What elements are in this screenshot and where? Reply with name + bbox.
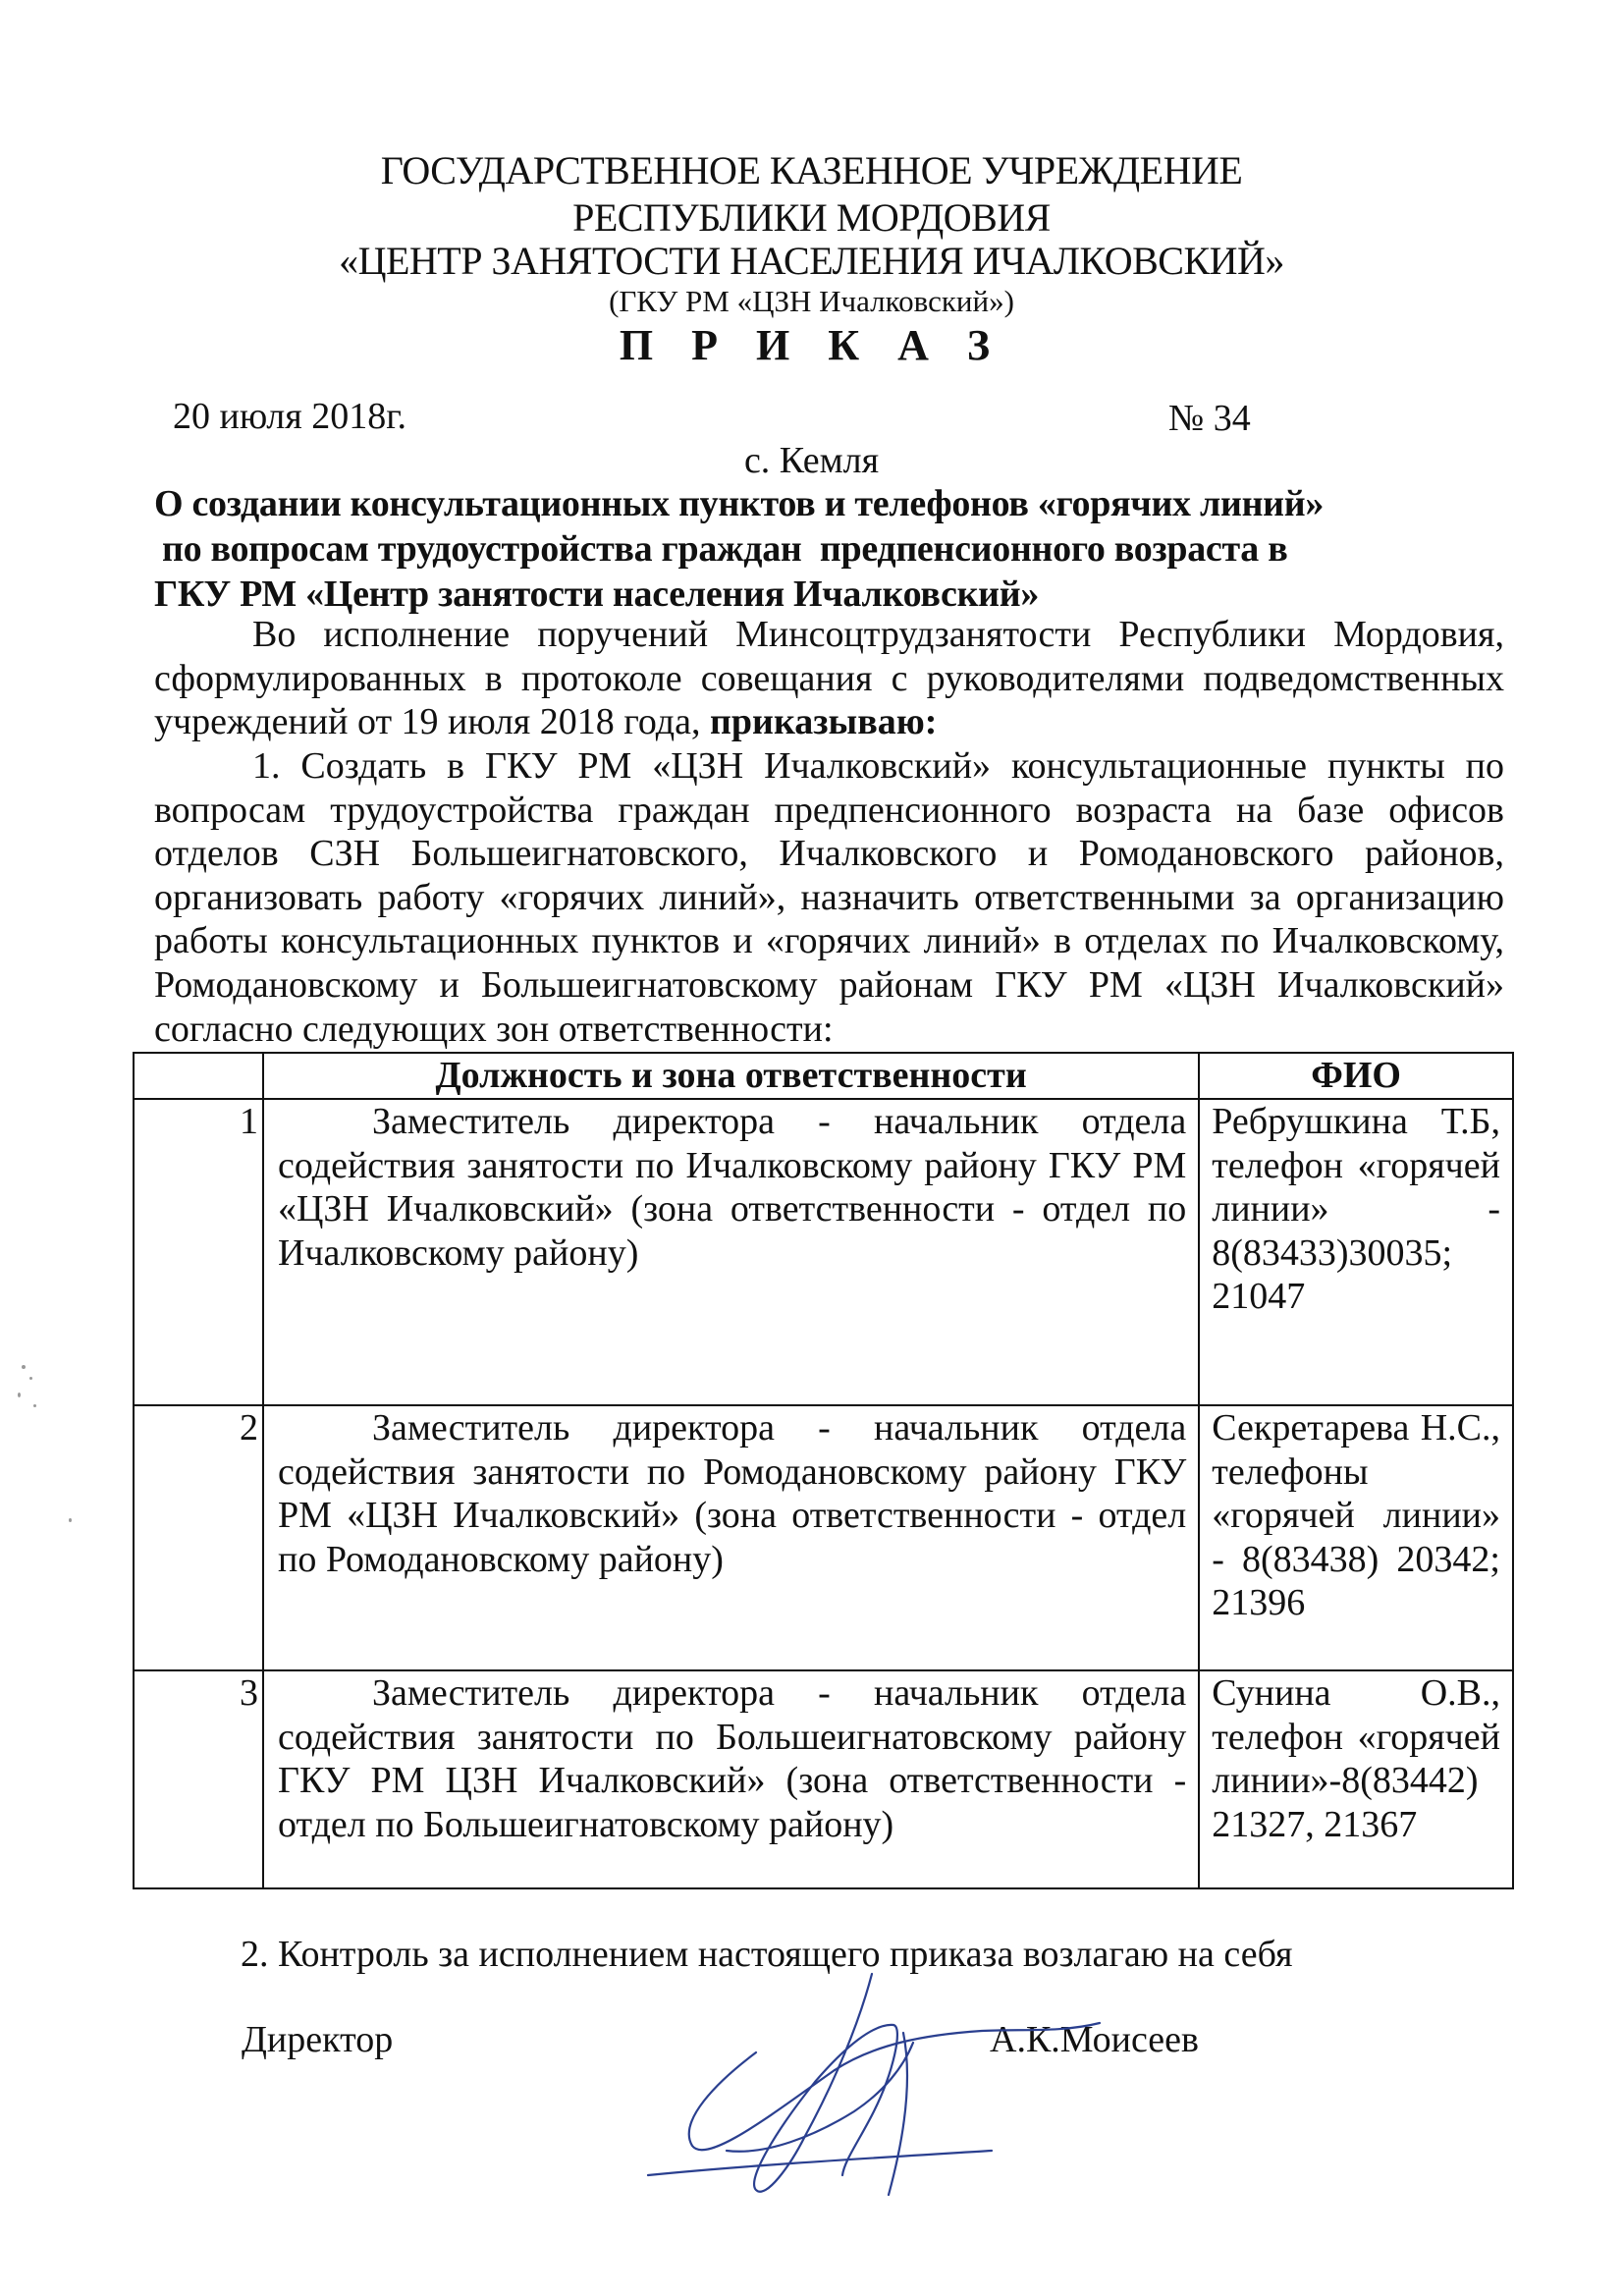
responsibility-table: [133, 1052, 1514, 1889]
preamble-text: Во исполнение поручений Минсоцтрудзанятости Республики Мордовия, сформулированных в протоколе совещания с руководителями подведомственных учреждений от 19 июля 2018 года,: [154, 614, 1504, 743]
row-position: Заместитель директора - начальник отдела содействия занятости по Ромодановскому району ГКУ РМ «ЦЗН Ичалковский» (зона ответственности - отдел по Ромодановскому району): [277, 1407, 1187, 1580]
preamble-paragraph: [154, 613, 1504, 744]
row-number: 2: [134, 1405, 263, 1670]
table-header-row: [134, 1053, 1513, 1099]
scan-speck: [22, 1365, 26, 1369]
org-abbreviation: (ГКУ РМ «ЦЗН Ичалковский»): [609, 284, 1014, 318]
row-number: 3: [134, 1670, 263, 1888]
row-name: Ребрушкина Т.Б, телефон «горячей линии» - 8(83433)30035; 21047: [1199, 1099, 1513, 1405]
item-1-paragraph: 1. Создать в ГКУ РМ «ЦЗН Ичалковский» консультационные пункты по вопросам трудоустройства граждан предпенсионного возраста на базе офисов отделов СЗН Большеигнатовского, Ичалковского и Ромодановского районов, организовать работу «горячих линий», назначить ответственными за организацию работы консультационных пунктов и «горячих линий» в отделах по Ичалковскому, Ромодановскому и Большеигнатовскому районам ГКУ РМ «ЦЗН Ичалковский» согласно следующих зон ответственности:: [154, 745, 1504, 1050]
scan-speck: [29, 1377, 32, 1380]
row-position: Заместитель директора - начальник отдела содействия занятости по Большеигнатовскому району ГКУ РМ ЦЗН Ичалковский» (зона ответственности - отдел по Большеигнатовскому району): [277, 1672, 1187, 1845]
subject-line-3: ГКУ РМ «Центр занятости населения Ичалковский»: [154, 574, 1040, 615]
scan-speck: [18, 1393, 21, 1397]
document-type: П Р И К А З: [619, 321, 1004, 369]
order-place: с. Кемля: [743, 440, 880, 481]
org-name-line-3: «ЦЕНТР ЗАНЯТОСТИ НАСЕЛЕНИЯ ИЧАЛКОВСКИЙ»: [339, 239, 1284, 283]
table-row: [134, 1405, 1513, 1670]
scan-speck: [33, 1404, 36, 1407]
table-row: [134, 1099, 1513, 1405]
signatory-title: Директор: [242, 2019, 394, 2060]
row-name: Секретарева Н.С., телефоны «горячей линии» - 8(83438) 20342; 21396: [1199, 1405, 1513, 1670]
order-word: приказываю:: [710, 701, 938, 743]
row-number: 1: [134, 1099, 263, 1405]
table-row: [134, 1670, 1513, 1888]
header-name-cell: ФИО: [1199, 1053, 1513, 1099]
scan-speck: [69, 1518, 72, 1522]
row-name: Сунина О.В., телефон «горячей линии»-8(83442) 21327, 21367: [1199, 1670, 1513, 1888]
order-number: № 34: [1168, 398, 1251, 439]
header-position-cell: Должность и зона ответственности: [263, 1053, 1199, 1099]
subject-line-1: О создании консультационных пунктов и телефонов «горячих линий»: [154, 483, 1325, 524]
item-2-paragraph: 2. Контроль за исполнением настоящего приказа возлагаю на себя: [241, 1934, 1293, 1975]
row-position: Заместитель директора - начальник отдела содействия занятости по Ичалковскому району ГКУ РМ «ЦЗН Ичалковский» (зона ответственности - отдел по Ичалковскому району): [277, 1101, 1187, 1274]
org-name-line-2: РЕСПУБЛИКИ МОРДОВИЯ: [572, 195, 1051, 240]
header-num-cell: [134, 1053, 263, 1099]
order-date: 20 июля 2018г.: [173, 396, 407, 437]
signatory-name: А.К.Моисеев: [990, 2019, 1199, 2060]
handwritten-signature-icon: [609, 1964, 1119, 2219]
subject-line-2: по вопросам трудоустройства граждан предпенсионного возраста в: [162, 528, 1288, 570]
org-name-line-1: ГОСУДАРСТВЕННОЕ КАЗЕННОЕ УЧРЕЖДЕНИЕ: [380, 148, 1243, 192]
